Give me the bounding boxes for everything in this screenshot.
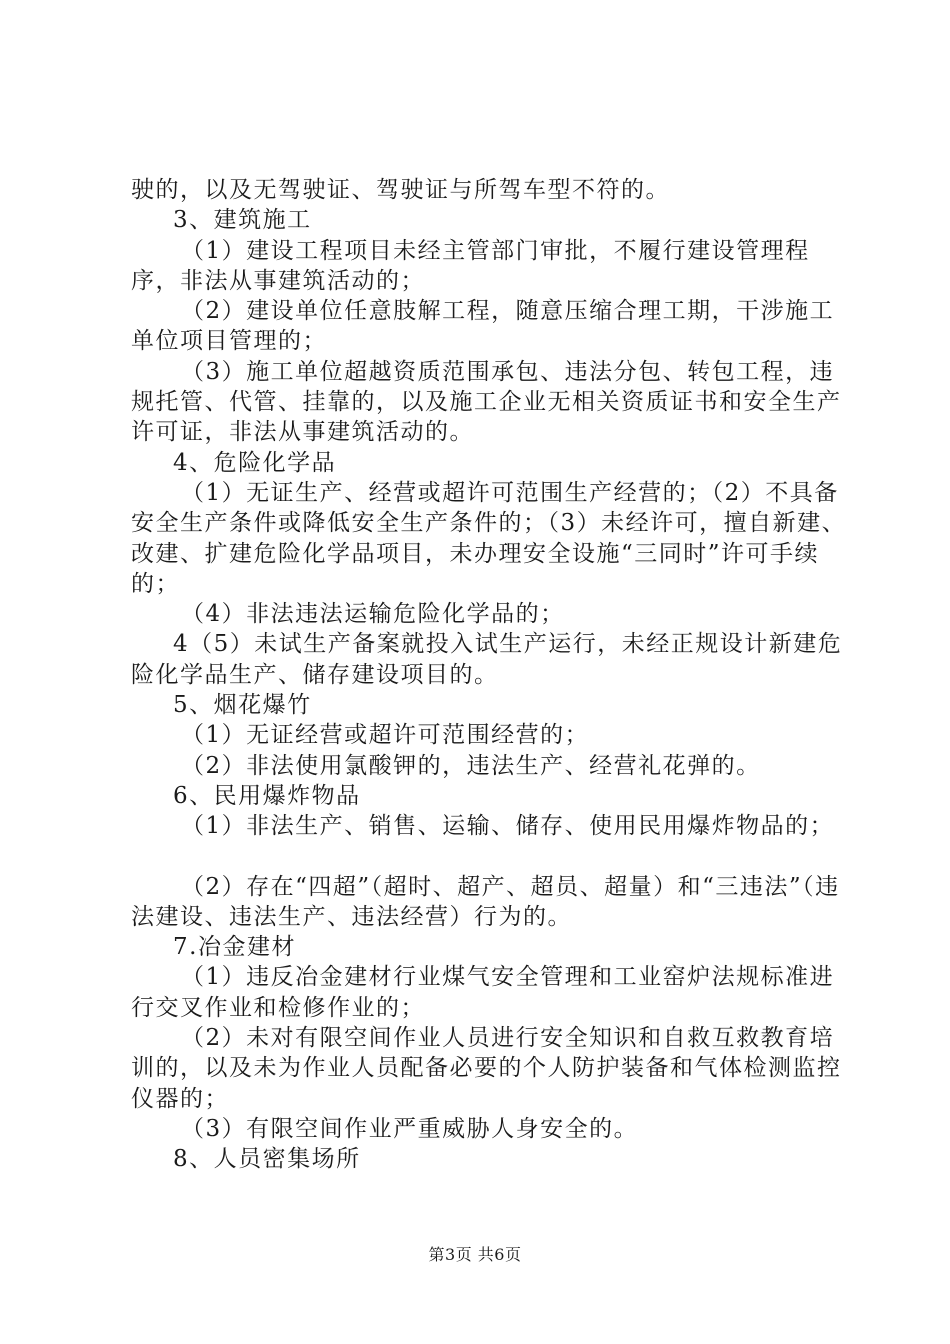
paragraph: 4（5）未试生产备案就投入试生产运行，未经正规设计新建危险化学品生产、储存建设项目的。 — [131, 631, 843, 688]
paragraph: （1）非法生产、销售、运输、储存、使用民用爆炸物品的； — [181, 813, 835, 840]
section-heading: 3、建筑施工 — [173, 207, 312, 234]
paragraph: （2）非法使用氯酸钾的，违法生产、经营礼花弹的。 — [181, 752, 761, 779]
page-number-footer: 第3页 共6页 — [428, 1245, 522, 1264]
paragraph: （3）施工单位超越资质范围承包、违法分包、转包工程，违规托管、代管、挂靠的，以及施工企业无相关资质证书和安全生产许可证，非法从事建筑活动的。 — [131, 358, 842, 446]
section-heading: 7.冶金建材 — [173, 934, 296, 961]
paragraph: （2）未对有限空间作业人员进行安全知识和自救互救教育培训的，以及未为作业人员配备必要的个人防护装备和气体检测监控仪器的； — [131, 1025, 842, 1112]
paragraph: （1）建设工程项目未经主管部门审批，不履行建设管理程序，非法从事建筑活动的； — [131, 237, 810, 294]
section-heading: 8、人员密集场所 — [173, 1146, 361, 1173]
paragraph: （1）无证生产、经营或超许可范围生产经营的；（2）不具备安全生产条件或降低安全生产条件的；（3）未经许可，擅自新建、改建、扩建危险化学品项目，未办理安全设施“三同时”许可手续的； — [131, 479, 847, 597]
paragraph: 驶的，以及无驾驶证、驾驶证与所驾车型不符的。 — [131, 177, 670, 203]
paragraph: （1）无证经营或超许可范围经营的； — [181, 722, 590, 749]
section-heading: 4、危险化学品 — [173, 449, 337, 476]
blank-line — [131, 842, 851, 872]
paragraph: （2）存在“四超”（超时、超产、超员、超量）和“三违法”（违法建设、违法生产、违法经营）行为的。 — [131, 873, 840, 930]
document-body — [131, 175, 851, 1175]
paragraph: （4）非法违法运输危险化学品的； — [181, 601, 565, 628]
section-heading: 6、民用爆炸物品 — [173, 782, 361, 809]
paragraph: （2）建设单位任意肢解工程，随意压缩合理工期，干涉施工单位项目管理的； — [131, 298, 835, 355]
paragraph: （3）有限空间作业严重威胁人身安全的。 — [181, 1115, 639, 1142]
paragraph: （1）违反冶金建材行业煤气安全管理和工业窑炉法规标准进行交叉作业和检修作业的； — [131, 964, 835, 1021]
section-heading: 5、烟花爆竹 — [173, 692, 312, 719]
